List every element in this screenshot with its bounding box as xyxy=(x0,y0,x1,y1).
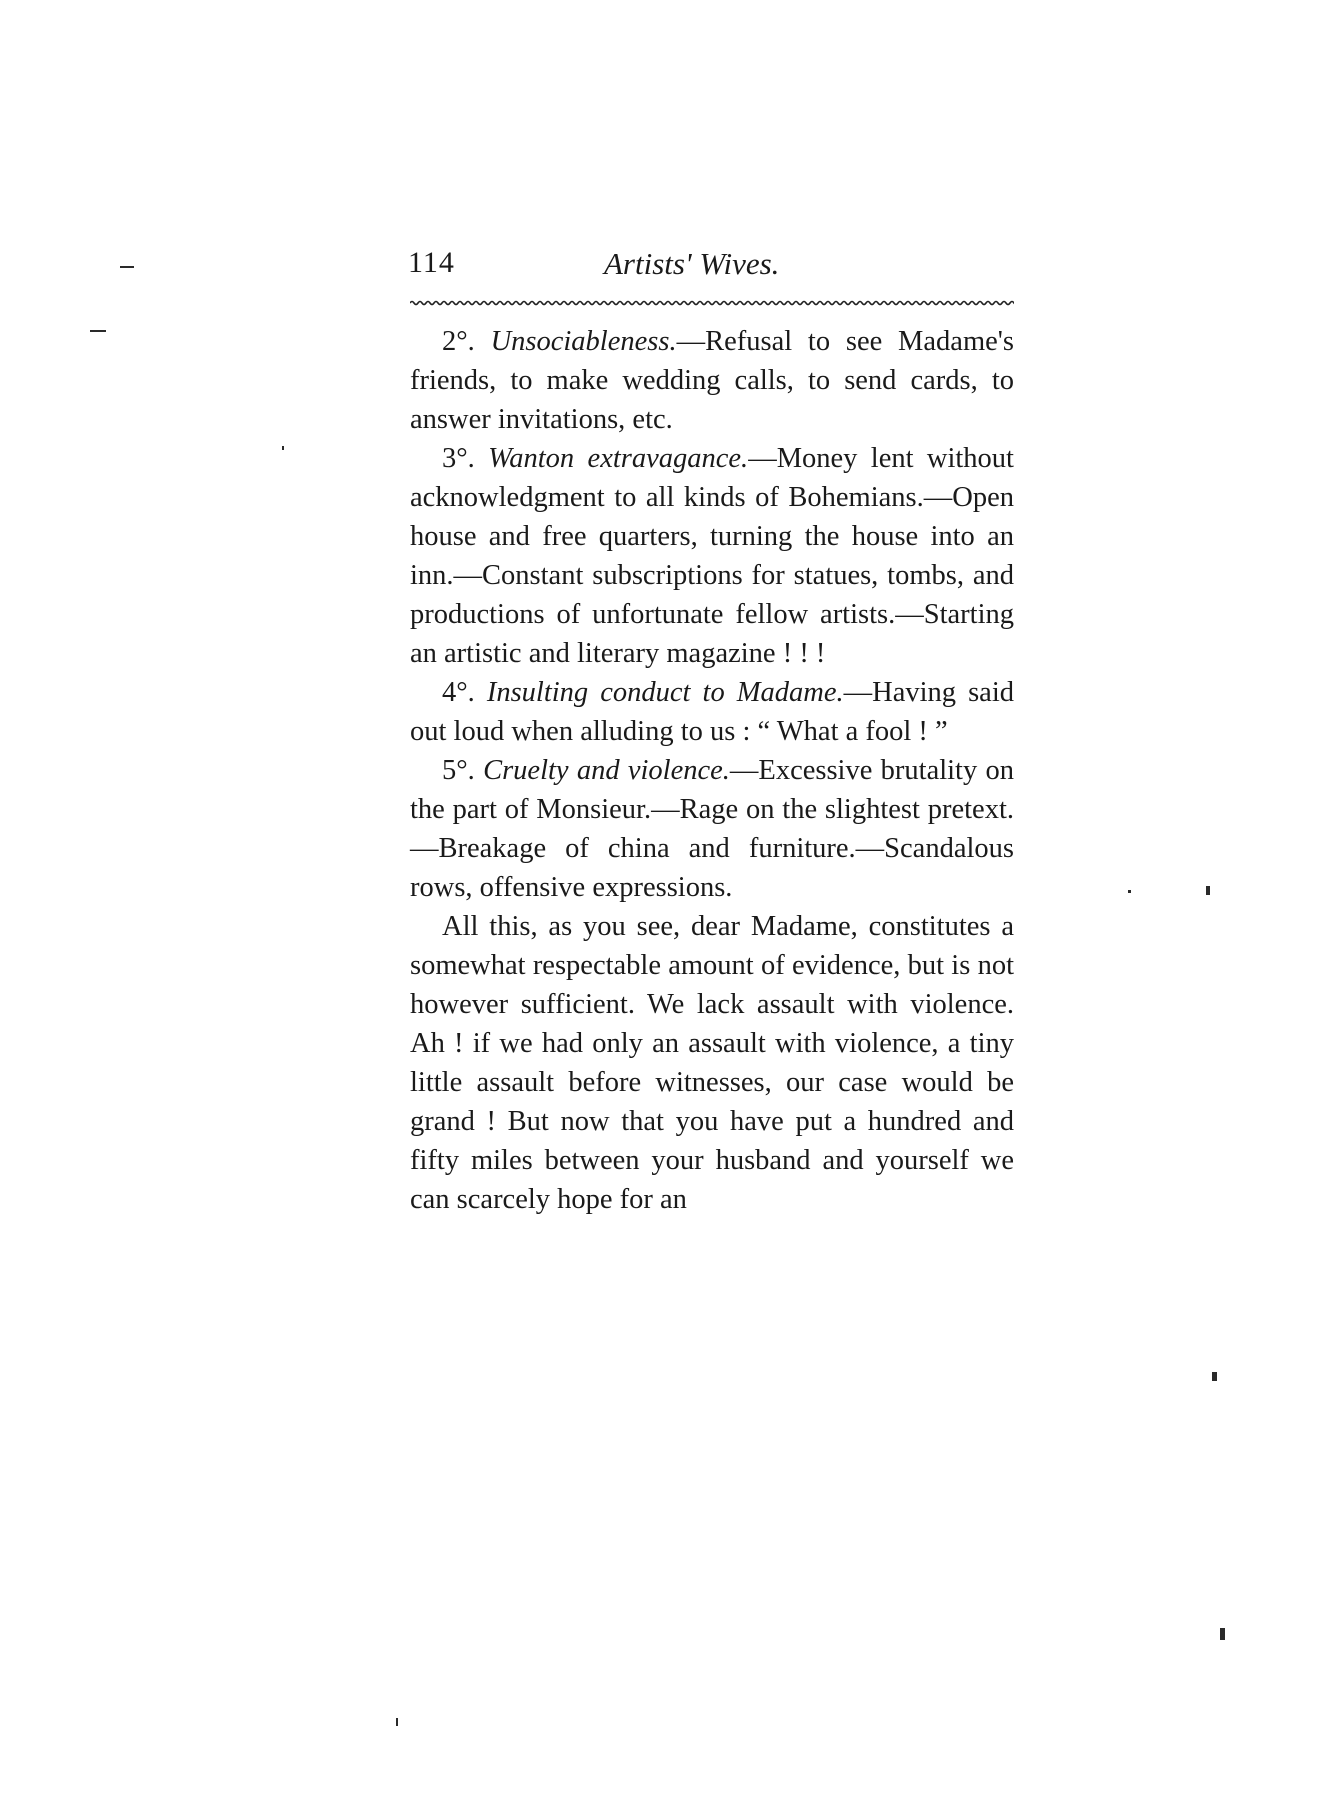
scan-speck xyxy=(282,446,284,450)
item-heading: Wanton extravagance. xyxy=(488,443,749,474)
item-text: —Excessive brutality on the part of Monsieur.—Rage on the slightest pretext.—Breakage of china and furniture.—Scandalous rows, offensive expressions. xyxy=(410,755,1014,903)
scan-speck xyxy=(120,266,134,268)
list-item xyxy=(410,751,1014,907)
running-head: Artists' Wives. xyxy=(604,246,780,281)
item-text: —Money lent without acknowledgment to all kinds of Bohemians.—Open house and free quarters, turning the house into an inn.—Constant subscriptions for statues, tombs, and productions of unfortunate fellow artists.—Starting an artistic and literary magazine ! ! ! xyxy=(410,443,1014,669)
item-heading: Insulting conduct to Madame. xyxy=(486,677,844,708)
item-number: 3°. xyxy=(442,443,489,474)
closing-paragraph: All this, as you see, dear Madame, constitutes a somewhat respectable amount of evidence, but is not however sufficient. We lack assault with violence. Ah ! if we had only an assault with violence, a tiny little assault before witnesses, our case would be grand ! But now that you have put a hundred and fifty miles between your husband and yourself we can scarcely hope for an xyxy=(410,911,1014,1215)
page-number: 114 xyxy=(408,246,455,279)
list-item xyxy=(410,322,1014,439)
item-text: —Refusal to see Madame's friends, to make wedding calls, to send cards, to answer invitations, etc. xyxy=(410,326,1014,435)
item-heading: Unsociableness. xyxy=(490,326,677,357)
item-text: —Having said out loud when alluding to us : “ What a fool ! ” xyxy=(410,677,1014,747)
list-item xyxy=(410,673,1014,751)
item-number: 2°. xyxy=(442,326,491,357)
body-text xyxy=(410,322,1014,1219)
decorative-wavy-rule xyxy=(410,298,1014,308)
scan-speck xyxy=(1212,1372,1217,1381)
item-number: 4°. xyxy=(442,677,487,708)
scan-speck xyxy=(1206,886,1210,895)
item-heading: Cruelty and violence. xyxy=(483,755,730,786)
scan-speck xyxy=(1128,890,1131,893)
scan-speck xyxy=(396,1718,398,1726)
page-header xyxy=(408,246,1014,290)
scan-speck xyxy=(90,330,106,332)
list-item xyxy=(410,439,1014,673)
item-number: 5°. xyxy=(442,755,484,786)
scan-speck xyxy=(1220,1628,1225,1640)
